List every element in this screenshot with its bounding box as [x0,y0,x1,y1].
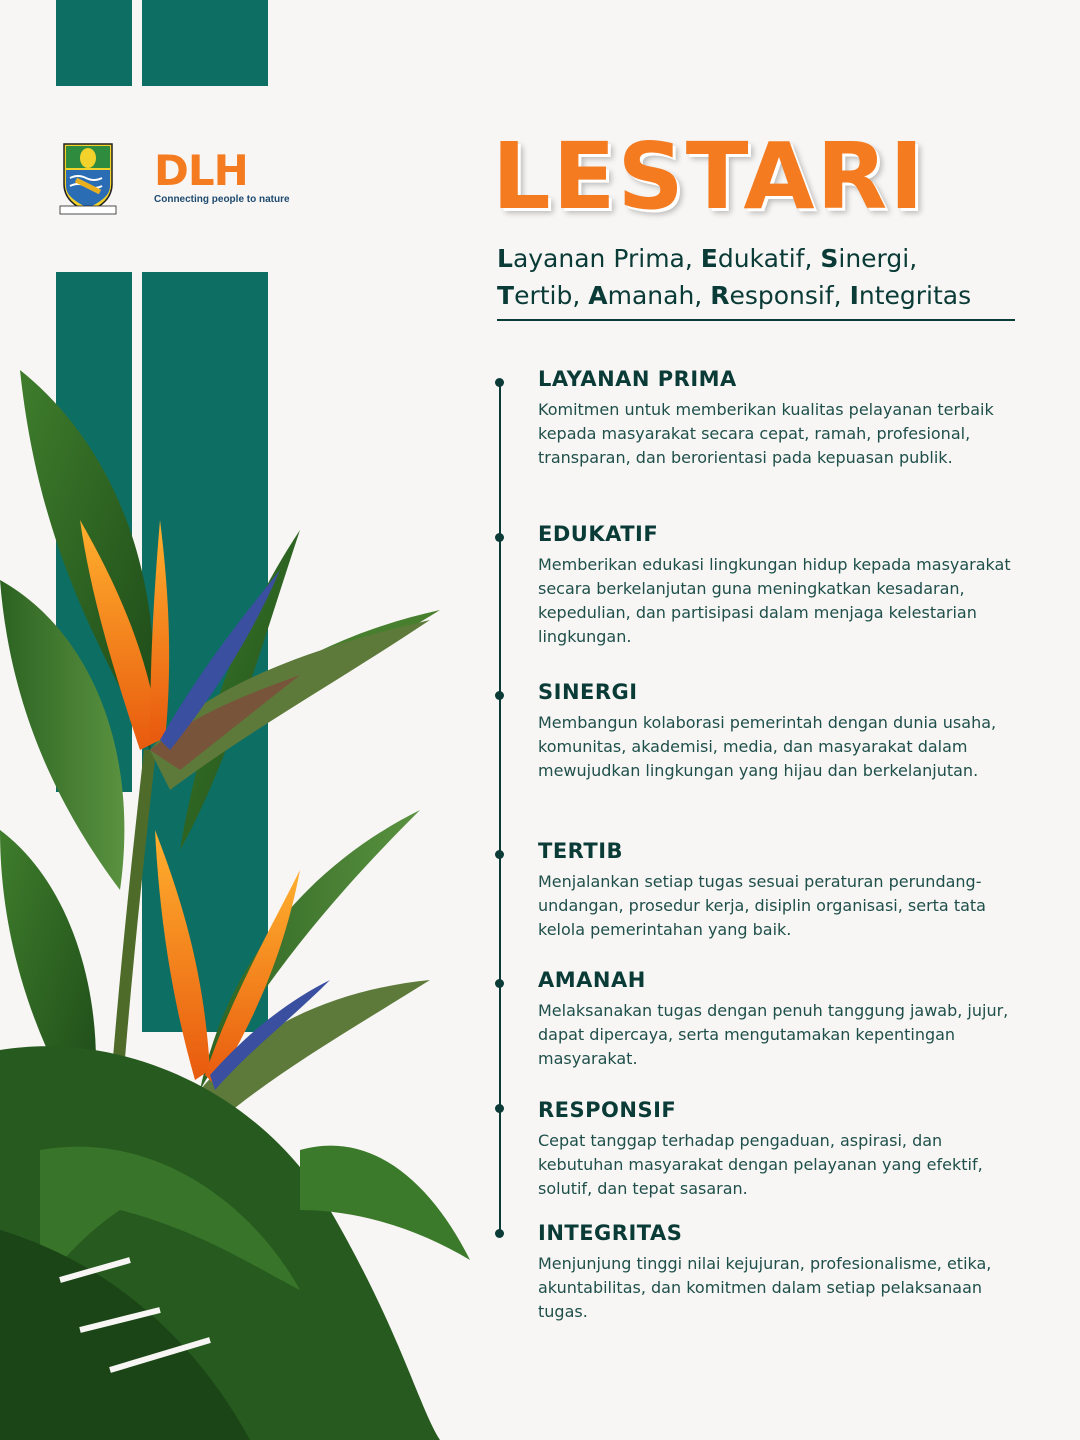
timeline-dot [495,378,504,387]
value-title: LAYANAN PRIMA [538,367,737,391]
value-title: RESPONSIF [538,1098,677,1122]
acronym-initial: L [497,244,513,273]
value-title: EDUKATIF [538,522,659,546]
value-description: Menjunjung tinggi nilai kejujuran, profesionalisme, etika, akuntabilitas, dan komitmen dalam setiap pelaksanaan tugas. [538,1254,992,1321]
bird-of-paradise-plant-illustration [0,330,480,1440]
value-item-amanah [538,967,1018,1071]
timeline-dot [495,979,504,988]
timeline-dot [495,1104,504,1113]
dlh-logo [154,146,290,212]
acronym-rest: ayanan Prima, [512,244,693,273]
value-description: Melaksanakan tugas dengan penuh tanggung jawab, jujur, dapat dipercaya, serta mengutamakan kepentingan masyarakat. [538,1001,1009,1068]
value-item-edukatif [538,521,1018,649]
decorative-bar [142,0,268,86]
acronym-initial: A [588,281,608,310]
value-item-tertib [538,838,1018,942]
value-title: AMANAH [538,968,646,992]
value-item-layanan-prima [538,366,1018,470]
value-description: Menjalankan setiap tugas sesuai peraturan perundang-undangan, prosedur kerja, disiplin organisasi, serta tata kelola pemerintahan yang baik. [538,872,986,939]
page-title: LESTARI [492,123,926,230]
timeline-dot [495,533,504,542]
value-item-sinergi [538,679,1018,783]
decorative-bar [56,0,132,86]
acronym-initial: I [849,281,859,310]
acronym-subtitle [497,240,1037,314]
value-title: SINERGI [538,680,638,704]
value-description: Membangun kolaborasi pemerintah dengan dunia usaha, komunitas, akademisi, media, dan masyarakat dalam mewujudkan lingkungan yang hijau dan berkelanjutan. [538,713,997,780]
acronym-rest: ertib, [514,281,581,310]
acronym-rest: manah, [607,281,703,310]
dlh-logo-tagline: Connecting people to nature [154,194,290,205]
acronym-rest: inergi, [838,244,918,273]
acronym-initial: S [820,244,839,273]
acronym-rest: esponsif, [729,281,842,310]
timeline-dot [495,850,504,859]
acronym-rest: dukatif, [717,244,813,273]
value-item-integritas [538,1220,1018,1324]
value-description: Memberikan edukasi lingkungan hidup kepada masyarakat secara berkelanjutan guna meningkatkan kesadaran, kepedulian, dan partisipasi dalam menjaga kelestarian lingkungan. [538,555,1011,646]
value-title: INTEGRITAS [538,1221,683,1245]
timeline-dot [495,1229,504,1238]
acronym-rest: ntegritas [858,281,972,310]
divider [497,319,1015,321]
city-seal-logo [58,140,118,216]
value-description: Cepat tanggap terhadap pengaduan, aspirasi, dan kebutuhan masyarakat dengan pelayanan yang efektif, solutif, dan tepat sasaran. [538,1131,983,1198]
value-item-responsif [538,1097,1018,1201]
acronym-initial: E [700,244,718,273]
value-description: Komitmen untuk memberikan kualitas pelayanan terbaik kepada masyarakat secara cepat, ramah, profesional, transparan, dan berorientasi pada kepuasan publik. [538,400,994,467]
dlh-logo-wordmark: DLH [154,146,248,195]
acronym-initial: T [497,281,515,310]
timeline-dot [495,691,504,700]
value-title: TERTIB [538,839,624,863]
acronym-initial: R [710,281,730,310]
